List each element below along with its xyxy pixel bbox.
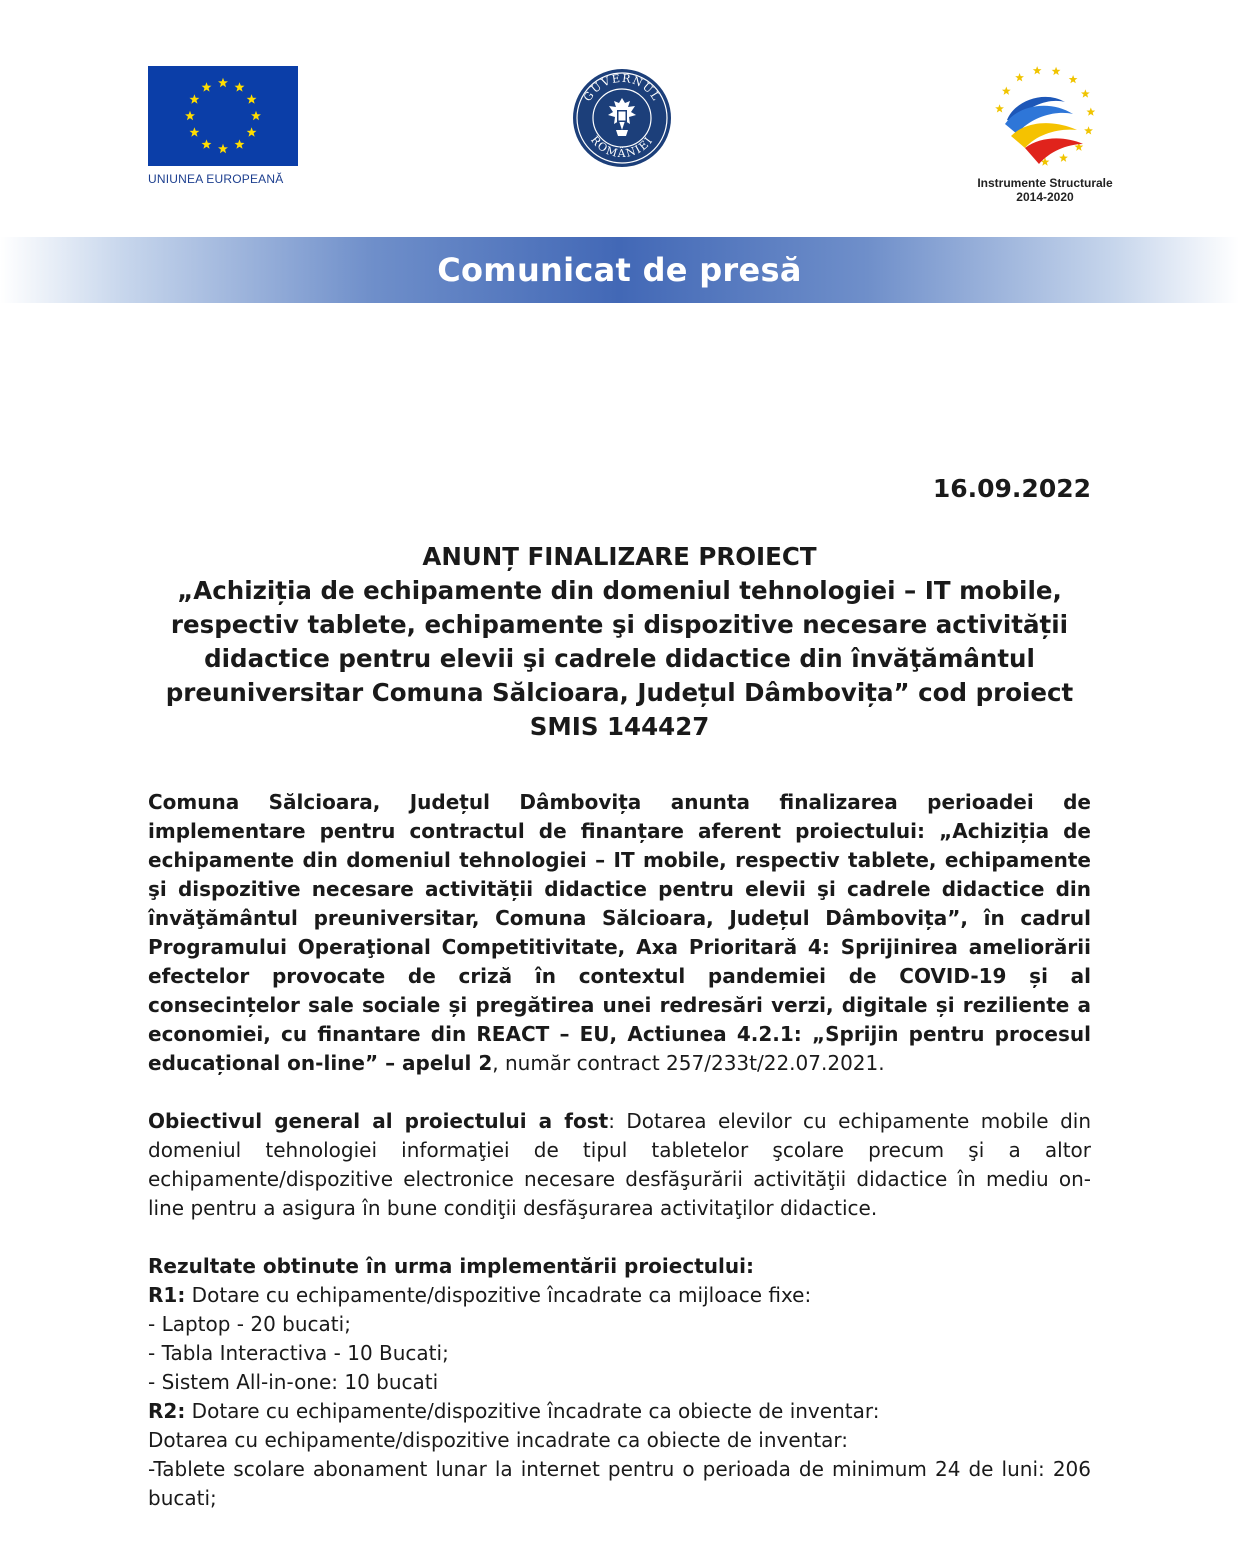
is-star-icon xyxy=(1084,126,1093,134)
government-seal-icon xyxy=(572,68,672,168)
r1-label: R1: xyxy=(148,1283,186,1307)
result-r1 xyxy=(148,1281,1091,1310)
is-star-icon xyxy=(1052,67,1061,75)
is-star-icon xyxy=(1081,89,1090,97)
release-date: 16.09.2022 xyxy=(932,474,1091,503)
title-line-5: preuniversitar Comuna Sălcioara, Județul Dâmbovița” cod proiect xyxy=(165,678,1074,707)
banner-title: Comunicat de presă xyxy=(437,251,802,289)
objective-label: Obiectivul general al proiectului a fost xyxy=(148,1109,609,1133)
structural-instruments-icon xyxy=(985,60,1105,172)
intro-paragraph xyxy=(148,788,1091,1078)
is-caption-line1: Instrumente Structurale xyxy=(977,176,1113,190)
is-star-icon xyxy=(1033,66,1042,74)
intro-bold-text: Comuna Sălcioara, Județul Dâmbovița anunta finalizarea perioadei de implementare pentru contractul de finanțare aferent proiectului: „Achiziția de echipamente din domeniul tehnologiei – IT mobile, respectiv tablete, echipamente şi dispozitive necesare activității didactice pentru elevii şi cadrele didactice din învăţământul preuniversitar, Comuna Sălcioara, Județul Dâmbovița”, în cadrul Programului Operaţional Competitivitate, Axa Prioritară 4: Sprijinirea ameliorării efectelor provocate de criză în contextul pandemiei de COVID-19 și al consecințelor sale sociale și pregătirea unei redresări verzi, digitale și reziliente a economiei, cu finantare din REACT – EU, Actiunea 4.2.1: „Sprijin pentru procesul educațional on-line” – apelul 2 xyxy=(148,790,1091,1075)
document-body xyxy=(148,788,1091,1513)
list-item: - Sistem All-in-one: 10 bucati xyxy=(148,1370,439,1394)
title-line-1: ANUNȚ FINALIZARE PROIECT xyxy=(422,542,817,571)
list-item: - Tabla Interactiva - 10 Bucati; xyxy=(148,1341,449,1365)
title-line-6: SMIS 144427 xyxy=(529,712,710,741)
r2-line: Dotarea cu echipamente/dispozitive incadrate ca obiecte de inventar: xyxy=(148,1428,849,1452)
is-star-icon xyxy=(1002,87,1011,95)
is-caption-line2: 2014-2020 xyxy=(1016,190,1074,204)
government-seal xyxy=(572,68,672,168)
eu-logo xyxy=(148,66,298,186)
r2-text: Dotare cu echipamente/dispozitive încadrate ca obiecte de inventar: xyxy=(185,1399,880,1423)
eu-flag-icon xyxy=(148,66,298,166)
document-title xyxy=(148,540,1091,744)
r1-text: Dotare cu echipamente/dispozitive încadrate ca mijloace fixe: xyxy=(185,1283,812,1307)
objective-paragraph xyxy=(148,1107,1091,1223)
result-r2 xyxy=(148,1397,1091,1426)
objective-text: : Dotarea elevilor cu echipamente mobile din domeniul tehnologiei informaţiei de tipul tabletelor şcolare precum şi a altor echipamente/dispozitive electronice necesare desfăşurării activităţii didactice în mediu on-line pentru a asigura în bune condiţii desfăşurarea activitaţilor didactice. xyxy=(148,1109,1091,1220)
intro-contract-text: , număr contract 257/233t/22.07.2021. xyxy=(492,1051,885,1075)
eu-logo-caption: UNIUNEA EUROPEANĂ xyxy=(148,172,284,186)
structural-instruments-logo xyxy=(950,60,1140,204)
is-star-icon xyxy=(1015,73,1024,81)
is-star-icon xyxy=(1086,107,1095,115)
r2-label: R2: xyxy=(148,1399,186,1423)
title-line-4: didactice pentru elevii şi cadrele didactice din învăţământul xyxy=(204,644,1035,673)
seal-bottom-text: ROMÂNIEI xyxy=(588,133,656,161)
list-item: - Laptop - 20 bucati; xyxy=(148,1312,351,1336)
title-line-3: respectiv tablete, echipamente şi dispozitive necesare activității xyxy=(170,610,1069,639)
title-line-2: „Achiziția de echipamente din domeniul tehnologiei – IT mobile, xyxy=(177,576,1062,605)
is-star-icon xyxy=(1069,75,1078,83)
list-item: -Tablete scolare abonament lunar la internet pentru o perioada de minimum 24 de luni: 206 bucati; xyxy=(148,1457,1091,1510)
seal-top-text: GUVERNUL xyxy=(580,71,664,104)
results-heading: Rezultate obtinute în urma implementării proiectului: xyxy=(148,1254,754,1278)
is-star-icon xyxy=(1059,154,1068,162)
is-star-icon xyxy=(995,104,1004,112)
results-section xyxy=(148,1252,1091,1513)
press-release-banner xyxy=(0,237,1239,303)
